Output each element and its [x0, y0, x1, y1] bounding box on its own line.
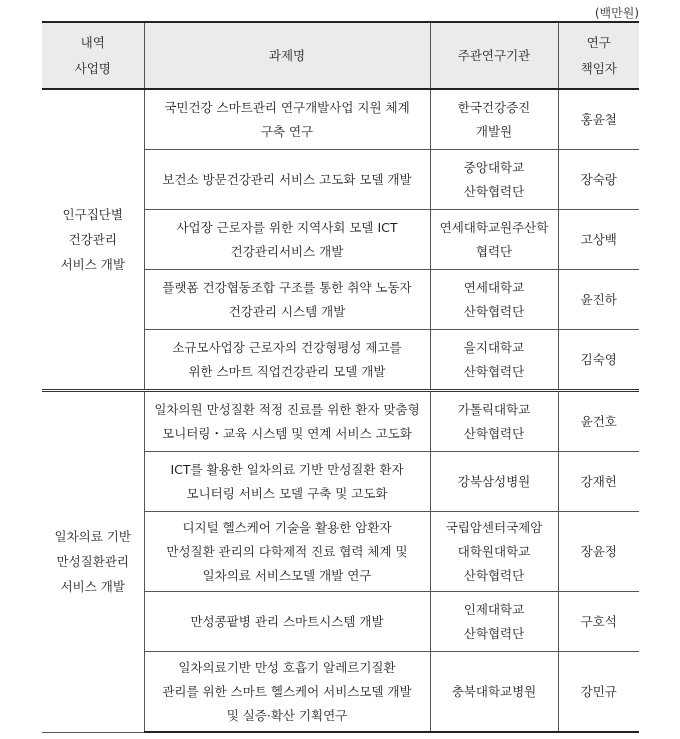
- header-task: 과제명: [144, 22, 430, 89]
- header-researcher: 연구 책임자: [558, 22, 639, 89]
- header-row: [42, 22, 639, 89]
- institution-cell: 연세대학교원주산학 협력단: [430, 210, 558, 270]
- task-cell: 일차의원 만성질환 적정 진료를 위한 환자 맞춤형 모니터링・교육 시스템 및 연계 서비스 고도화: [144, 391, 430, 452]
- category-cell: 인구집단별 건강관리 서비스 개발: [42, 89, 144, 391]
- institution-cell: 가톨릭대학교 산학협력단: [430, 391, 558, 452]
- table-row: [42, 89, 639, 150]
- task-cell: 만성콩팥병 관리 스마트시스템 개발: [144, 592, 430, 652]
- researcher-cell: 홍윤철: [558, 89, 639, 150]
- institution-cell: 인제대학교 산학협력단: [430, 592, 558, 652]
- researcher-cell: 장윤정: [558, 512, 639, 592]
- task-cell: 사업장 근로자를 위한 지역사회 모델 ICT 건강관리서비스 개발: [144, 210, 430, 270]
- institution-cell: 강북삼성병원: [430, 452, 558, 512]
- researcher-cell: 윤진하: [558, 270, 639, 330]
- unit-label: (백만원): [594, 6, 639, 20]
- researcher-cell: 강민규: [558, 652, 639, 733]
- researcher-cell: 고상백: [558, 210, 639, 270]
- header-institution: 주관연구기관: [430, 22, 558, 89]
- table-row: [42, 391, 639, 452]
- researcher-cell: 장숙랑: [558, 150, 639, 210]
- researcher-cell: 구호석: [558, 592, 639, 652]
- task-cell: 플랫폼 건강협동조합 구조를 통한 취약 노동자 건강관리 시스템 개발: [144, 270, 430, 330]
- researcher-cell: 강재헌: [558, 452, 639, 512]
- header-category: 내역 사업명: [42, 22, 144, 89]
- institution-cell: 을지대학교 산학협력단: [430, 330, 558, 391]
- institution-cell: 연세대학교 산학협력단: [430, 270, 558, 330]
- institution-cell: 충북대학교병원: [430, 652, 558, 733]
- task-cell: 소규모사업장 근로자의 건강형평성 제고를 위한 스마트 직업건강관리 모델 개발: [144, 330, 430, 391]
- researcher-cell: 윤건호: [558, 391, 639, 452]
- task-cell: 일차의료기반 만성 호흡기 알레르기질환 관리를 위한 스마트 헬스케어 서비스모델 개발 및 실증·확산 기획연구: [144, 652, 430, 733]
- category-cell: 일차의료 기반 만성질환관리 서비스 개발: [42, 391, 144, 733]
- task-cell: 보건소 방문건강관리 서비스 고도화 모델 개발: [144, 150, 430, 210]
- researcher-cell: 김숙영: [558, 330, 639, 391]
- institution-cell: 한국건강증진 개발원: [430, 89, 558, 150]
- project-table: [42, 21, 639, 733]
- institution-cell: 중앙대학교 산학협력단: [430, 150, 558, 210]
- task-cell: 국민건강 스마트관리 연구개발사업 지원 체계 구축 연구: [144, 89, 430, 150]
- institution-cell: 국립암센터국제암 대학원대학교 산학협력단: [430, 512, 558, 592]
- task-cell: ICT를 활용한 일차의료 기반 만성질환 환자 모니터링 서비스 모델 구축 및 고도화: [144, 452, 430, 512]
- task-cell: 디지털 헬스케어 기술을 활용한 암환자 만성질환 관리의 다학제적 진료 협력 체계 및 일차의료 서비스모델 개발 연구: [144, 512, 430, 592]
